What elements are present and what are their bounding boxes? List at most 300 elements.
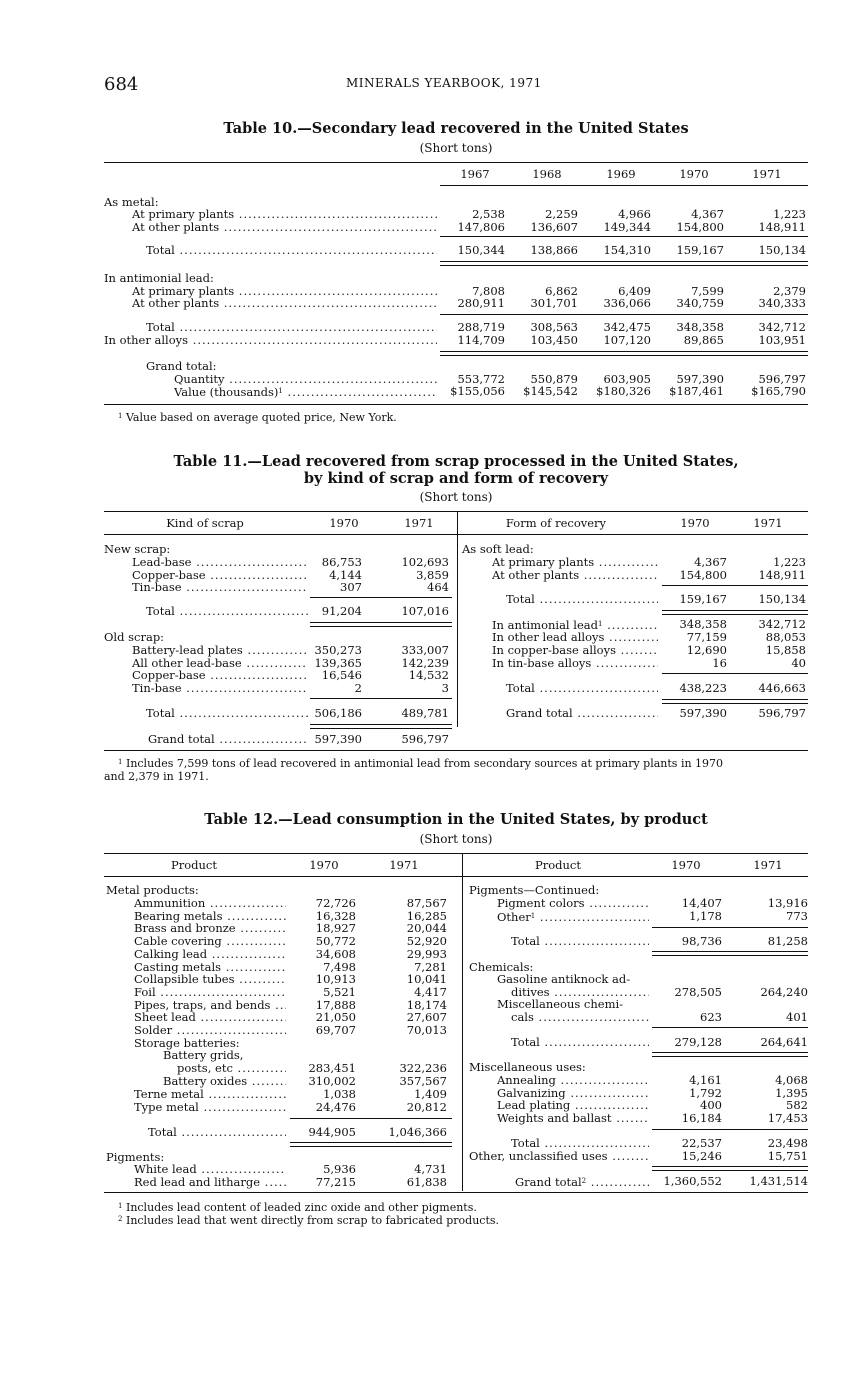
table12-left-metal-5-text: Casting metals bbox=[134, 960, 222, 974]
table10-cell-primary2-3: 7,599 bbox=[691, 284, 724, 298]
table10-cell-alloys-2: 107,120 bbox=[603, 333, 651, 347]
table12-right-pig_colors-1971: 13,916 bbox=[767, 896, 808, 910]
table12-right-pig_total-1970: 98,736 bbox=[681, 934, 722, 948]
table10-cell-total1-3: 159,167 bbox=[676, 243, 724, 257]
table12-right-unclassified-1970: 15,246 bbox=[681, 1149, 722, 1163]
table11-footnote: $^1$ Includes 7,599 tons of lead recovered in antimonial lead from secondary sources at primary plants in 1970 and 2,379 in 1971. bbox=[104, 757, 724, 783]
table12-left-metal-3 bbox=[134, 935, 286, 948]
table12-left-terne bbox=[134, 1088, 286, 1101]
table12-right-pig_other-1971: 773 bbox=[786, 909, 808, 923]
table11-right-r_grand-text: Grand total bbox=[506, 707, 573, 720]
table12-left-metal-2 bbox=[134, 922, 286, 935]
table10-row-value-footnote-mark: 1 bbox=[278, 387, 283, 395]
table11-left-tin_base-text: Tin-base bbox=[132, 581, 182, 594]
table12-left-metal_total-1971: 1,046,366 bbox=[388, 1125, 447, 1139]
table12-left-type_metal-1971: 20,812 bbox=[406, 1100, 447, 1114]
table12-right-chem_total bbox=[511, 1036, 649, 1049]
table12-left-metal-9-1971: 27,607 bbox=[406, 1010, 447, 1025]
table11-right-r_primary-1970: 4,367 bbox=[694, 555, 727, 569]
table12-right-annealing bbox=[497, 1074, 649, 1087]
table10-cell-total1-1: 138,866 bbox=[530, 243, 578, 257]
table12-right-galvanizing-1971: 1,395 bbox=[775, 1086, 808, 1100]
table12-section-misc: Miscellaneous uses: bbox=[469, 1060, 586, 1074]
table11-left-new_total-1971: 107,016 bbox=[401, 604, 449, 618]
table11-right-rule3 bbox=[662, 673, 808, 674]
table12-header-right-1970: 1970 bbox=[671, 858, 701, 872]
table12-right-pig_total bbox=[511, 935, 649, 948]
table11-right-r_tin_alloys bbox=[492, 657, 658, 670]
page-header bbox=[104, 74, 804, 98]
table12-left-metal-10-1970: 69,707 bbox=[315, 1023, 356, 1037]
table10-cell-total2-2: 342,475 bbox=[603, 320, 651, 334]
table11-section-old: Old scrap: bbox=[104, 630, 165, 644]
table11-left-old_total-1970: 506,186 bbox=[314, 706, 362, 720]
table10-row-other2-text: At other plants bbox=[132, 297, 220, 310]
table10-cell-other1-3: 154,800 bbox=[676, 220, 724, 234]
table12-right-galvanizing-1970: 1,792 bbox=[689, 1086, 722, 1100]
table11-right-r_copper_alloys bbox=[492, 644, 658, 657]
table10-cell-other1-2: 149,344 bbox=[603, 220, 651, 234]
table12-left-metal-4-1970: 34,608 bbox=[315, 946, 356, 961]
table10-cell-quantity-4: 596,797 bbox=[758, 372, 806, 386]
table10-cell-quantity-2: 603,905 bbox=[603, 372, 651, 386]
table11-top-rule bbox=[104, 511, 808, 512]
table11-right-r_antimonial-text: In antimonial lead bbox=[492, 618, 598, 632]
table12-header-rule bbox=[104, 876, 808, 877]
table11-left-new_total-1970: 91,204 bbox=[321, 604, 362, 618]
table11-left-tin_base-1970: 307 bbox=[340, 580, 362, 594]
table10-cell-other2-3: 340,759 bbox=[676, 296, 724, 310]
table12-left-metal-7-text: Foil bbox=[134, 985, 156, 999]
table12-left-metal-7 bbox=[134, 986, 286, 999]
table11-right-r_copper_alloys-text: In copper-base alloys bbox=[492, 644, 616, 657]
table12-left-type_metal-text: Type metal bbox=[134, 1101, 199, 1114]
table12-left-type_metal bbox=[134, 1101, 286, 1114]
table12-right-rule6 bbox=[652, 1166, 808, 1171]
table12-divider bbox=[462, 853, 463, 1191]
table12-unit: (Short tons) bbox=[419, 832, 493, 846]
table12-right-rule3 bbox=[652, 1027, 808, 1028]
table10-section-antimonial: In antimonial lead: bbox=[104, 271, 214, 285]
table11-header-rule bbox=[104, 534, 808, 535]
table12-right-misc_total bbox=[511, 1137, 649, 1150]
table10-cell-primary1-1: 2,259 bbox=[545, 207, 578, 221]
table11-right-r_total1-1971: 150,134 bbox=[758, 592, 806, 606]
table12-left-metal-4 bbox=[134, 948, 286, 961]
table12-bottom-rule bbox=[104, 1192, 808, 1193]
table12-gas1: Gasoline antiknock ad- bbox=[497, 972, 631, 986]
table12-left-metal-6 bbox=[134, 973, 286, 986]
table10-cell-alloys-0: 114,709 bbox=[457, 333, 505, 347]
table12-left-metal-9-1970: 21,050 bbox=[315, 1010, 356, 1025]
table11-right-r_other_alloys bbox=[492, 631, 658, 644]
table11-right-r_primary-1971: 1,223 bbox=[773, 555, 806, 569]
table10-cell-value-1: $145,542 bbox=[523, 384, 578, 398]
table12-footnote-1: $^1$ Includes lead content of leaded zinc oxide and other pigments. bbox=[118, 1201, 477, 1214]
table11-left-tin_base-1971: 464 bbox=[427, 580, 449, 594]
table11-left-old_total-text: Total bbox=[146, 707, 175, 720]
table10-cell-other2-1: 301,701 bbox=[530, 296, 578, 310]
table11-left-grand_left-1970: 597,390 bbox=[314, 732, 362, 746]
table12-left-white_lead-1970: 5,936 bbox=[323, 1162, 356, 1176]
table11-left-copper_base2-1970: 16,546 bbox=[321, 668, 362, 682]
table11-right-r_antimonial bbox=[492, 618, 658, 632]
table11-right-r_grand-1971: 596,797 bbox=[758, 706, 806, 720]
table11-right-r_tin_alloys-1970: 16 bbox=[712, 656, 727, 670]
table10-cell-primary2-1: 6,862 bbox=[545, 284, 578, 298]
table12-left-metal-6-text: Collapsible tubes bbox=[134, 973, 235, 987]
table12-right-pig_total-text: Total bbox=[511, 935, 540, 948]
table11-left-new_total-text: Total bbox=[146, 605, 175, 618]
table12-left-metal_total-text: Total bbox=[148, 1126, 177, 1139]
table12-right-pig_colors-text: Pigment colors bbox=[497, 897, 585, 910]
table11-right-r_total1 bbox=[506, 593, 658, 606]
table12-right-chem_total-1970: 279,128 bbox=[674, 1035, 722, 1049]
table12-section-chemicals: Chemicals: bbox=[469, 960, 534, 974]
table12-storage: Storage batteries: bbox=[134, 1036, 240, 1050]
table10-cell-total1-0: 150,344 bbox=[457, 243, 505, 257]
table10-top-rule bbox=[104, 162, 808, 163]
table12-left-terne-1971: 1,409 bbox=[414, 1087, 447, 1101]
table10-title: Table 10.—Secondary lead recovered in the United States bbox=[223, 120, 689, 137]
table12-left-metal-3-1971: 52,920 bbox=[406, 934, 447, 949]
table11-right-r_total2-text: Total bbox=[506, 682, 535, 695]
table12-right-rule4 bbox=[652, 1052, 808, 1057]
table10-rule-total2 bbox=[440, 314, 808, 315]
table12-right-plating bbox=[497, 1099, 649, 1112]
table10-cell-quantity-1: 550,879 bbox=[530, 372, 578, 386]
table12-header-left-1970: 1970 bbox=[309, 858, 339, 872]
table11-left-battery bbox=[132, 644, 308, 657]
table12-grids1: Battery grids, bbox=[163, 1048, 244, 1062]
table12-right-plating-1970: 400 bbox=[700, 1098, 722, 1112]
table11-left-tin_base2-text: Tin-base bbox=[132, 682, 182, 695]
table11-section-soft: As soft lead: bbox=[462, 542, 534, 556]
table10-rule-grand bbox=[440, 351, 808, 356]
running-head: MINERALS YEARBOOK, 1971 bbox=[346, 76, 542, 90]
table12-right-chem_total-1971: 264,641 bbox=[760, 1035, 808, 1049]
table10-cell-quantity-3: 597,390 bbox=[676, 372, 724, 386]
table11-left-lead_base-1971: 102,693 bbox=[401, 555, 449, 569]
table12-title: Table 12.—Lead consumption in the United States, by product bbox=[204, 811, 708, 828]
table11-left-all_other-1971: 142,239 bbox=[401, 656, 449, 670]
table12-right-misc_chem2 bbox=[511, 1011, 649, 1024]
table10-footnote: $^1$ Value based on average quoted price, New York. bbox=[118, 411, 397, 424]
table11-header-right-1970: 1970 bbox=[680, 516, 710, 530]
table11-left-tin_base2-1971: 3 bbox=[441, 681, 449, 695]
table10-row-total2 bbox=[146, 321, 437, 334]
table10-section-grand: Grand total: bbox=[146, 359, 217, 373]
table11-right-r_primary bbox=[492, 556, 658, 569]
table11-left-battery-text: Battery-lead plates bbox=[132, 644, 243, 657]
table12-right-pig_other-text: Other bbox=[497, 910, 531, 924]
table11-unit: (Short tons) bbox=[419, 490, 493, 504]
table12-left-rule2 bbox=[290, 1142, 452, 1147]
table11-right-r_tin_alloys-1971: 40 bbox=[791, 656, 806, 670]
table12-misc-chem1: Miscellaneous chemi- bbox=[497, 997, 624, 1011]
table11-bottom-rule bbox=[104, 750, 808, 751]
table12-right-annealing-1970: 4,161 bbox=[689, 1073, 722, 1087]
table11-divider bbox=[457, 511, 458, 727]
table12-right-plating-text: Lead plating bbox=[497, 1099, 571, 1112]
table10-cell-primary1-4: 1,223 bbox=[773, 207, 806, 221]
table12-left-metal-1-text: Bearing metals bbox=[134, 909, 223, 923]
table10-col-1970: 1970 bbox=[679, 167, 709, 181]
table10-cell-total2-1: 308,563 bbox=[530, 320, 578, 334]
table12-left-metal_total bbox=[148, 1126, 286, 1139]
table12-left-oxides-text: Battery oxides bbox=[163, 1075, 248, 1088]
table11-left-old_total-1971: 489,781 bbox=[401, 706, 449, 720]
table12-header-right-1971: 1971 bbox=[753, 858, 783, 872]
table12-left-metal-8-text: Pipes, traps, and bends bbox=[134, 998, 271, 1012]
page-number: 684 bbox=[104, 74, 139, 95]
table12-header-left-1971: 1971 bbox=[389, 858, 419, 872]
table12-right-chem_total-text: Total bbox=[511, 1036, 540, 1049]
table10-cell-primary2-0: 7,808 bbox=[472, 284, 505, 298]
table12-right-annealing-1971: 4,068 bbox=[775, 1073, 808, 1087]
table11-left-copper_base2-text: Copper-base bbox=[132, 669, 206, 682]
table11-right-r_other_alloys-1971: 88,053 bbox=[765, 630, 806, 644]
table10-row-value bbox=[174, 385, 437, 399]
table12-left-metal-6-1970: 10,913 bbox=[315, 972, 356, 987]
table11-right-r_other-1971: 148,911 bbox=[758, 568, 806, 582]
table12-right-pig_total-1971: 81,258 bbox=[767, 934, 808, 948]
table12-right-weights bbox=[497, 1112, 649, 1125]
table12-right-weights-1971: 17,453 bbox=[767, 1111, 808, 1125]
table11-right-r_antimonial-1971: 342,712 bbox=[758, 617, 806, 631]
table11-right-r_copper_alloys-1971: 15,858 bbox=[765, 643, 806, 657]
table10-cell-quantity-0: 553,772 bbox=[457, 372, 505, 386]
table10-col-1967: 1967 bbox=[460, 167, 490, 181]
table12-left-metal-1-1970: 16,328 bbox=[315, 908, 356, 923]
table12-right-grand bbox=[515, 1175, 649, 1189]
table10-cell-other2-4: 340,333 bbox=[758, 296, 806, 310]
table12-left-metal-7-1971: 4,417 bbox=[414, 984, 447, 999]
table11-left-lead_base-1970: 86,753 bbox=[321, 555, 362, 569]
table12-right-misc_total-1970: 22,537 bbox=[681, 1136, 722, 1150]
table12-section-metal: Metal products: bbox=[106, 883, 199, 897]
table12-right-rule5 bbox=[652, 1129, 808, 1130]
table11-right-r_other-1970: 154,800 bbox=[679, 568, 727, 582]
table10-row-other1 bbox=[132, 221, 437, 234]
table12-left-grids2-text: posts, etc bbox=[177, 1062, 233, 1075]
table11-left-copper_base2-1971: 14,532 bbox=[408, 668, 449, 682]
table10-cell-other1-0: 147,806 bbox=[457, 220, 505, 234]
table10-row-total1-text: Total bbox=[146, 244, 175, 257]
table10-col-1968: 1968 bbox=[532, 167, 562, 181]
table11-right-rule2 bbox=[662, 610, 808, 615]
table12-right-pig_other-1970: 1,178 bbox=[689, 909, 722, 923]
table12-right-galvanizing-text: Galvanizing bbox=[497, 1087, 566, 1100]
table12-right-pig_colors-1970: 14,407 bbox=[681, 896, 722, 910]
table12-left-red_lead-1970: 77,215 bbox=[315, 1175, 356, 1189]
table10-cell-value-4: $165,790 bbox=[751, 384, 806, 398]
table12-right-grand-footnote-mark: 2 bbox=[581, 1177, 587, 1185]
table12-left-metal-10-1971: 70,013 bbox=[406, 1023, 447, 1037]
table12-right-pig_colors bbox=[497, 897, 649, 910]
table10-cell-total1-4: 150,134 bbox=[758, 243, 806, 257]
table12-footnote-2: $^2$ Includes lead that went directly from scrap to fabricated products. bbox=[118, 1214, 500, 1227]
table10-row-alloys-text: In other alloys bbox=[104, 334, 189, 347]
table12-left-metal_total-1970: 944,905 bbox=[308, 1125, 356, 1139]
table10-rule-total1 bbox=[440, 236, 808, 237]
table10-cell-alloys-4: 103,951 bbox=[758, 333, 806, 347]
table11-left-copper_base-text: Copper-base bbox=[132, 569, 206, 582]
table12-left-metal-5 bbox=[134, 961, 286, 974]
table11-left-tin_base2 bbox=[132, 682, 308, 695]
table11-left-rule1 bbox=[310, 597, 452, 598]
table10-cell-total1-2: 154,310 bbox=[603, 243, 651, 257]
table12-left-rule1 bbox=[290, 1118, 452, 1119]
table11-title-line1: Table 11.—Lead recovered from scrap processed in the United States, bbox=[173, 453, 739, 470]
table12-left-metal-0 bbox=[134, 897, 286, 910]
table11-right-r_tin_alloys-text: In tin-base alloys bbox=[492, 657, 592, 670]
table11-right-r_grand bbox=[506, 707, 658, 720]
table12-left-oxides-1971: 357,567 bbox=[399, 1074, 447, 1088]
table12-right-grand-1970: 1,360,552 bbox=[663, 1174, 722, 1188]
table12-left-metal-5-1970: 7,498 bbox=[323, 959, 356, 974]
table11-left-rule3 bbox=[310, 698, 452, 699]
table11-left-grand_left-text: Grand total bbox=[148, 733, 215, 746]
table11-section-new: New scrap: bbox=[104, 542, 171, 556]
table12-top-rule bbox=[104, 853, 808, 854]
table11-header-left-1971: 1971 bbox=[404, 516, 434, 530]
table11-left-copper_base2 bbox=[132, 669, 308, 682]
table12-left-grids2 bbox=[177, 1062, 286, 1075]
table11-left-copper_base-1970: 4,144 bbox=[329, 568, 362, 582]
table12-left-metal-1 bbox=[134, 910, 286, 923]
table10-cell-total2-3: 348,358 bbox=[676, 320, 724, 334]
table12-right-weights-1970: 16,184 bbox=[681, 1111, 722, 1125]
table12-left-metal-2-1971: 20,044 bbox=[406, 921, 447, 936]
table12-right-gas2-1971: 264,240 bbox=[760, 985, 808, 999]
table10-cell-primary1-2: 4,966 bbox=[618, 207, 651, 221]
table11-left-tin_base2-1970: 2 bbox=[354, 681, 362, 695]
table10-cell-alloys-1: 103,450 bbox=[530, 333, 578, 347]
table10-cell-value-2: $180,326 bbox=[596, 384, 651, 398]
table12-left-metal-4-text: Calking lead bbox=[134, 947, 208, 961]
table11-left-rule2 bbox=[310, 622, 452, 627]
table10-bottom-rule bbox=[104, 404, 808, 405]
table10-header-rule bbox=[440, 185, 808, 186]
table11-left-new_total bbox=[146, 605, 308, 618]
table11-right-r_total2-1971: 446,663 bbox=[758, 681, 806, 695]
table10-row-other1-text: At other plants bbox=[132, 221, 220, 234]
table11-left-all_other-text: All other lead-base bbox=[132, 657, 242, 670]
table11-left-battery-1970: 350,273 bbox=[314, 643, 362, 657]
table11-left-grand_left-1971: 596,797 bbox=[401, 732, 449, 746]
table12-left-metal-8-1971: 18,174 bbox=[406, 997, 447, 1012]
table11-right-r_primary-text: At primary plants bbox=[492, 556, 595, 569]
table10-cell-alloys-3: 89,865 bbox=[683, 333, 724, 347]
table12-right-unclassified bbox=[469, 1150, 649, 1163]
table12-left-white_lead bbox=[134, 1163, 286, 1176]
table12-right-grand-text: Grand total bbox=[515, 1175, 582, 1189]
table11-left-lead_base-text: Lead-base bbox=[132, 556, 192, 569]
table11-header-form: Form of recovery bbox=[505, 516, 607, 530]
table12-left-metal-0-1970: 72,726 bbox=[315, 896, 356, 910]
table10-row-primary2-text: At primary plants bbox=[132, 285, 235, 298]
table10-cell-primary2-2: 6,409 bbox=[618, 284, 651, 298]
table10-row-total1 bbox=[146, 244, 437, 257]
table12-right-unclassified-1971: 15,751 bbox=[767, 1149, 808, 1163]
table11-left-battery-1971: 333,007 bbox=[401, 643, 449, 657]
table11-title-line2: by kind of scrap and form of recovery bbox=[303, 470, 609, 487]
table12-left-white_lead-1971: 4,731 bbox=[414, 1162, 447, 1176]
table12-left-metal-3-1970: 50,772 bbox=[315, 934, 356, 949]
table12-section-pig-cont: Pigments—Continued: bbox=[469, 883, 600, 897]
table11-right-r_total2 bbox=[506, 682, 658, 695]
table11-left-rule4 bbox=[310, 724, 452, 729]
table12-right-gas2-1970: 278,505 bbox=[674, 985, 722, 999]
table12-left-metal-9-text: Sheet lead bbox=[134, 1011, 196, 1025]
table12-right-misc_chem2-text: cals bbox=[511, 1011, 534, 1024]
table12-left-metal-6-1971: 10,041 bbox=[406, 972, 447, 987]
table11-right-r_copper_alloys-1970: 12,690 bbox=[686, 643, 727, 657]
table11-right-r_total1-1970: 159,167 bbox=[679, 592, 727, 606]
table10-col-1969: 1969 bbox=[606, 167, 636, 181]
table12-left-metal-8 bbox=[134, 999, 286, 1012]
table11-right-r_other_alloys-text: In other lead alloys bbox=[492, 631, 605, 644]
table12-left-type_metal-1970: 24,476 bbox=[315, 1100, 356, 1114]
table12-right-unclassified-text: Other, unclassified uses bbox=[469, 1150, 608, 1163]
table10-cell-value-3: $187,461 bbox=[669, 384, 724, 398]
table10-rule-after-total1 bbox=[440, 261, 808, 266]
table11-left-old_total bbox=[146, 707, 308, 720]
table12-left-metal-2-1970: 18,927 bbox=[315, 921, 356, 936]
table10-cell-other2-2: 336,066 bbox=[603, 296, 651, 310]
table12-right-weights-text: Weights and ballast bbox=[497, 1112, 612, 1125]
table12-left-metal-1-1971: 16,285 bbox=[406, 908, 447, 923]
table12-header-left-product: Product bbox=[171, 858, 217, 872]
table12-left-metal-8-1970: 17,888 bbox=[315, 997, 356, 1012]
table12-left-metal-4-1971: 29,993 bbox=[406, 946, 447, 961]
table11-right-r_total2-1970: 438,223 bbox=[679, 681, 727, 695]
table12-right-gas2-text: ditives bbox=[511, 986, 550, 999]
table11-right-r_total1-text: Total bbox=[506, 593, 535, 606]
table11-right-r_other-text: At other plants bbox=[492, 569, 580, 582]
table12-left-oxides bbox=[163, 1075, 286, 1088]
table10-row-primary1 bbox=[132, 208, 437, 221]
table12-left-metal-3-text: Cable covering bbox=[134, 935, 222, 949]
table11-right-r_antimonial-footnote-mark: 1 bbox=[597, 620, 603, 628]
table10-row-primary1-text: At primary plants bbox=[132, 208, 235, 221]
table12-left-metal-10-text: Solder bbox=[134, 1024, 173, 1037]
table11-right-r_antimonial-1970: 348,358 bbox=[679, 617, 727, 631]
table12-left-grids2-1971: 322,236 bbox=[399, 1061, 447, 1075]
table12-left-metal-7-1970: 5,521 bbox=[323, 984, 356, 999]
table12-right-grand-1971: 1,431,514 bbox=[749, 1174, 808, 1188]
table12-left-white_lead-text: White lead bbox=[134, 1163, 197, 1176]
table12-right-annealing-text: Annealing bbox=[497, 1074, 556, 1087]
table12-right-rule2 bbox=[652, 951, 808, 956]
table12-section-pigments: Pigments: bbox=[106, 1150, 165, 1164]
table11-left-lead_base bbox=[132, 556, 308, 569]
table10-unit: (Short tons) bbox=[419, 141, 493, 155]
table11-left-tin_base bbox=[132, 581, 308, 594]
table11-right-r_other_alloys-1970: 77,159 bbox=[686, 630, 727, 644]
table12-left-oxides-1970: 310,002 bbox=[308, 1074, 356, 1088]
table10-section-metal: As metal: bbox=[104, 195, 159, 209]
table11-left-grand_left bbox=[148, 733, 308, 746]
table11-right-rule1 bbox=[662, 585, 808, 586]
table11-header-left-1970: 1970 bbox=[329, 516, 359, 530]
table12-left-metal-5-1971: 7,281 bbox=[414, 959, 447, 974]
table10-cell-value-0: $155,056 bbox=[450, 384, 505, 398]
table10-cell-primary1-3: 4,367 bbox=[691, 207, 724, 221]
table11-right-rule4 bbox=[662, 699, 808, 704]
table10-cell-primary2-4: 2,379 bbox=[773, 284, 806, 298]
